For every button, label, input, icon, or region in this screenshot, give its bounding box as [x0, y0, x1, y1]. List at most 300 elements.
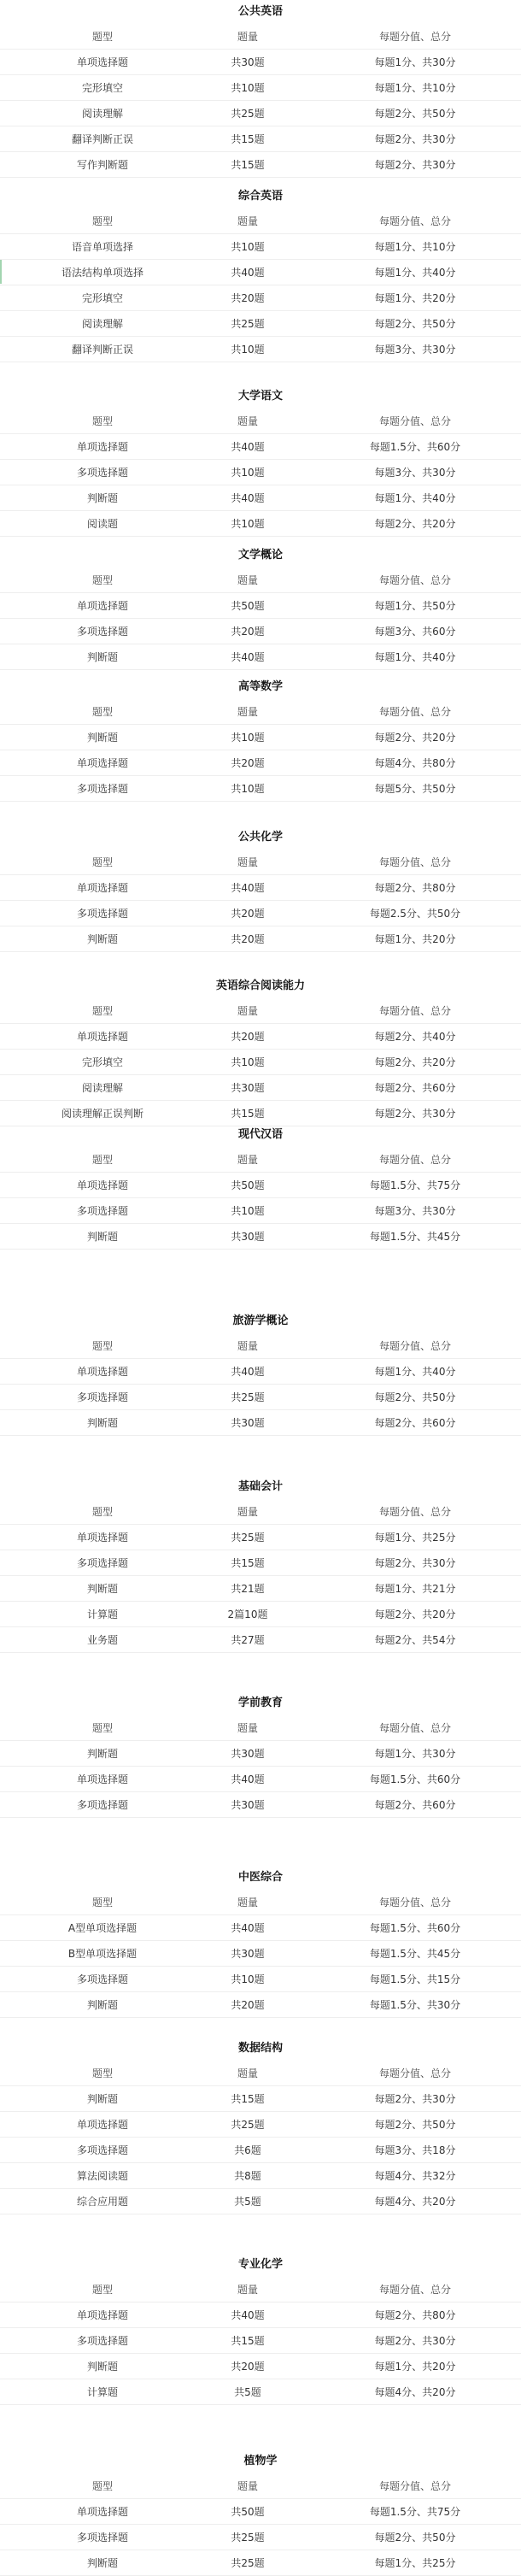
table-header-cell: 题量	[237, 2284, 258, 2296]
score-table	[0, 2061, 521, 2214]
table-cell: 每题2分、共50分	[374, 2119, 456, 2131]
table-cell: 多项选择题	[76, 626, 128, 638]
table-header-cell: 每题分值、总分	[378, 2067, 451, 2079]
table-header-row	[0, 1147, 521, 1173]
table-cell: 多项选择题	[76, 1557, 128, 1569]
table-cell: 共50题	[231, 600, 265, 612]
table-header-cell: 题型	[91, 1340, 113, 1352]
table-cell: 共20题	[231, 933, 265, 945]
table-cell: 每题3分、共18分	[374, 2144, 456, 2156]
score-table	[0, 209, 521, 362]
table-cell: B型单项选择题	[67, 1948, 138, 1960]
score-table	[0, 2473, 521, 2576]
table-header-cell: 题型	[91, 856, 113, 868]
table-cell: 共15题	[231, 159, 265, 171]
table-cell: 共20题	[231, 1999, 265, 2011]
table-header-cell: 题量	[237, 415, 258, 427]
section-title: 现代汉语	[237, 1128, 283, 1141]
section-title: 大学语文	[237, 390, 283, 403]
table-header-cell: 题量	[237, 1154, 258, 1166]
table-cell: 阅读理解	[81, 108, 123, 120]
table-cell: 判断题	[86, 1583, 118, 1595]
table-cell: 共25题	[231, 2557, 265, 2569]
table-cell: 每题1.5分、共60分	[369, 1922, 461, 1934]
table-cell: 单项选择题	[76, 1532, 128, 1544]
table-cell: 每题3分、共30分	[374, 1205, 456, 1217]
table-header-cell: 每题分值、总分	[378, 31, 451, 43]
table-cell: 阅读题	[86, 518, 118, 530]
table-row	[0, 1767, 521, 1792]
table-header-cell: 题量	[237, 2480, 258, 2492]
table-header-cell: 每题分值、总分	[378, 574, 451, 586]
table-row	[0, 485, 521, 511]
table-cell: 每题2分、共80分	[374, 2309, 456, 2321]
table-cell: 共15题	[231, 2093, 265, 2105]
table-cell: 完形填空	[81, 82, 123, 94]
score-table	[0, 1147, 521, 1250]
table-row	[0, 1741, 521, 1767]
table-cell: 每题2分、共60分	[374, 1799, 456, 1811]
table-cell: 共30题	[231, 1231, 265, 1243]
table-cell: 每题2分、共40分	[374, 1031, 456, 1043]
table-cell: 每题4分、共32分	[374, 2170, 456, 2182]
table-header-row	[0, 568, 521, 593]
table-cell: 每题2分、共30分	[374, 2093, 456, 2105]
table-cell: 阅读理解	[81, 318, 123, 330]
table-header-cell: 题型	[91, 2480, 113, 2492]
table-cell: 共25题	[231, 2532, 265, 2544]
table-cell: 每题1分、共40分	[374, 1366, 456, 1378]
table-cell: 每题1.5分、共45分	[369, 1948, 461, 1960]
section-title: 英语综合阅读能力	[215, 979, 305, 992]
table-row	[0, 1915, 521, 1941]
section-title: 学前教育	[237, 1697, 283, 1709]
table-cell: 判断题	[86, 1999, 118, 2011]
table-cell: 多项选择题	[76, 908, 128, 920]
table-row	[0, 2328, 521, 2354]
table-cell: 共40题	[231, 2309, 265, 2321]
table-cell: 单项选择题	[76, 2119, 128, 2131]
table-row	[0, 1101, 521, 1126]
table-cell: 每题1分、共21分	[374, 1583, 456, 1595]
table-cell: 语法结构单项选择	[61, 267, 143, 279]
table-header-cell: 每题分值、总分	[378, 1722, 451, 1734]
table-row	[0, 2354, 521, 2379]
table-row	[0, 619, 521, 644]
table-cell: 每题1.5分、共45分	[369, 1231, 461, 1243]
table-cell: 每题2分、共60分	[374, 1417, 456, 1429]
table-header-cell: 每题分值、总分	[378, 215, 451, 227]
table-header-cell: 题量	[237, 215, 258, 227]
section-title: 综合英语	[237, 190, 283, 203]
table-cell: 每题1.5分、共75分	[369, 2506, 461, 2518]
table-cell: 每题3分、共30分	[374, 467, 456, 479]
table-cell: 计算题	[86, 2386, 118, 2398]
table-cell: 共40题	[231, 882, 265, 894]
table-header-cell: 每题分值、总分	[378, 1154, 451, 1166]
table-row	[0, 1550, 521, 1576]
table-cell: 单项选择题	[76, 2309, 128, 2321]
table-row	[0, 1992, 521, 2018]
table-header-row	[0, 24, 521, 50]
table-row	[0, 1050, 521, 1075]
table-header-cell: 题型	[91, 31, 113, 43]
table-cell: 共25题	[231, 1532, 265, 1544]
table-cell: 每题2分、共30分	[374, 1108, 456, 1120]
table-cell: 共10题	[231, 783, 265, 795]
table-cell: 判断题	[86, 1417, 118, 1429]
table-cell: 共40题	[231, 441, 265, 453]
table-header-cell: 题量	[237, 2067, 258, 2079]
table-row	[0, 1359, 521, 1385]
table-cell: 多项选择题	[76, 2335, 128, 2347]
table-header-cell: 题型	[91, 1005, 113, 1017]
table-cell: 每题1分、共40分	[374, 492, 456, 504]
table-row	[0, 1410, 521, 1436]
table-header-cell: 题量	[237, 574, 258, 586]
table-cell: 每题2分、共30分	[374, 133, 456, 145]
table-header-cell: 每题分值、总分	[378, 1897, 451, 1908]
table-header-row	[0, 699, 521, 725]
table-cell: 多项选择题	[76, 1205, 128, 1217]
table-cell: 每题1分、共50分	[374, 600, 456, 612]
table-cell: 多项选择题	[76, 467, 128, 479]
table-header-cell: 每题分值、总分	[378, 856, 451, 868]
table-cell: 单项选择题	[76, 1773, 128, 1785]
table-row	[0, 101, 521, 126]
table-header-cell: 题量	[237, 1005, 258, 1017]
table-row	[0, 776, 521, 802]
table-row	[0, 2189, 521, 2214]
table-cell: 共15题	[231, 133, 265, 145]
table-cell: 每题2分、共50分	[374, 1391, 456, 1403]
table-header-cell: 每题分值、总分	[378, 415, 451, 427]
table-cell: 判断题	[86, 732, 118, 744]
section-title: 高等数学	[237, 680, 283, 693]
table-cell: 共10题	[231, 732, 265, 744]
table-cell: 判断题	[86, 2093, 118, 2105]
table-cell: 共10题	[231, 344, 265, 356]
table-row	[0, 1385, 521, 1410]
table-row	[0, 750, 521, 776]
table-cell: 单项选择题	[76, 1031, 128, 1043]
table-cell: 共30题	[231, 1082, 265, 1094]
table-row	[0, 2163, 521, 2189]
table-cell: 共10题	[231, 467, 265, 479]
table-cell: 共21题	[231, 1583, 265, 1595]
table-cell: 每题1分、共20分	[374, 933, 456, 945]
section-title: 公共英语	[237, 5, 283, 18]
table-row	[0, 875, 521, 901]
table-row	[0, 75, 521, 101]
table-cell: 共50题	[231, 1179, 265, 1191]
table-cell: 共15题	[231, 2335, 265, 2347]
table-cell: A型单项选择题	[67, 1922, 138, 1934]
table-cell: 判断题	[86, 2361, 118, 2373]
table-cell: 共20题	[231, 626, 265, 638]
table-cell: 每题1分、共30分	[374, 1748, 456, 1760]
table-header-cell: 每题分值、总分	[378, 1340, 451, 1352]
table-cell: 共25题	[231, 2119, 265, 2131]
table-cell: 每题2分、共50分	[374, 108, 456, 120]
score-table	[0, 409, 521, 537]
table-cell: 翻译判断正误	[71, 133, 133, 145]
table-cell: 每题1.5分、共60分	[369, 441, 461, 453]
table-cell: 翻译判断正误	[71, 344, 133, 356]
table-cell: 判断题	[86, 2557, 118, 2569]
table-row	[0, 2379, 521, 2405]
table-row	[0, 1525, 521, 1550]
table-cell: 共8题	[234, 2170, 261, 2182]
table-cell: 共30题	[231, 1948, 265, 1960]
table-row	[0, 2550, 521, 2576]
table-cell: 共15题	[231, 1557, 265, 1569]
table-cell: 判断题	[86, 1231, 118, 1243]
table-cell: 共40题	[231, 267, 265, 279]
table-cell: 单项选择题	[76, 1366, 128, 1378]
table-header-row	[0, 998, 521, 1024]
table-cell: 完形填空	[81, 1056, 123, 1068]
table-row	[0, 2138, 521, 2163]
table-row	[0, 1627, 521, 1653]
score-table	[0, 998, 521, 1126]
table-cell: 共20题	[231, 1031, 265, 1043]
table-cell: 每题2分、共54分	[374, 1634, 456, 1646]
table-cell: 每题1分、共25分	[374, 1532, 456, 1544]
table-cell: 共50题	[231, 2506, 265, 2518]
table-row	[0, 1075, 521, 1101]
table-cell: 每题3分、共60分	[374, 626, 456, 638]
table-header-cell: 题量	[237, 856, 258, 868]
table-cell: 多项选择题	[76, 2144, 128, 2156]
table-header-cell: 每题分值、总分	[378, 1005, 451, 1017]
table-cell: 算法阅读题	[76, 2170, 128, 2182]
table-row	[0, 725, 521, 750]
table-row	[0, 152, 521, 178]
table-cell: 每题2分、共30分	[374, 1557, 456, 1569]
table-row	[0, 50, 521, 75]
table-cell: 每题1分、共20分	[374, 2361, 456, 2373]
table-row	[0, 644, 521, 670]
table-cell: 共10题	[231, 82, 265, 94]
table-row	[0, 2499, 521, 2525]
table-cell: 共5题	[234, 2386, 261, 2398]
table-row	[0, 1792, 521, 1818]
table-header-cell: 题型	[91, 215, 113, 227]
table-cell: 每题2分、共50分	[374, 2532, 456, 2544]
table-cell: 每题1分、共30分	[374, 56, 456, 68]
table-header-row	[0, 2061, 521, 2086]
table-row	[0, 311, 521, 337]
table-cell: 判断题	[86, 1748, 118, 1760]
table-cell: 每题2分、共20分	[374, 1609, 456, 1620]
table-cell: 共20题	[231, 908, 265, 920]
table-cell: 每题1.5分、共75分	[369, 1179, 461, 1191]
table-cell: 单项选择题	[76, 2506, 128, 2518]
table-row	[0, 1173, 521, 1198]
score-table	[0, 850, 521, 952]
table-header-cell: 每题分值、总分	[378, 1506, 451, 1518]
table-cell: 共5题	[234, 2196, 261, 2208]
table-cell: 完形填空	[81, 292, 123, 304]
table-header-row	[0, 409, 521, 434]
table-cell: 每题2分、共20分	[374, 1056, 456, 1068]
table-cell: 每题1分、共40分	[374, 267, 456, 279]
table-row	[0, 1602, 521, 1627]
table-row	[0, 2112, 521, 2138]
table-row	[0, 1198, 521, 1224]
table-row	[0, 593, 521, 619]
table-cell: 共25题	[231, 318, 265, 330]
score-table	[0, 1499, 521, 1653]
table-cell: 每题1分、共20分	[374, 292, 456, 304]
table-cell: 每题5分、共50分	[374, 783, 456, 795]
table-row	[0, 511, 521, 537]
table-header-cell: 题量	[237, 1722, 258, 1734]
table-row	[0, 234, 521, 260]
table-header-cell: 题型	[91, 574, 113, 586]
table-cell: 2篇10题	[227, 1609, 268, 1620]
table-cell: 共27题	[231, 1634, 265, 1646]
table-cell: 每题4分、共20分	[374, 2386, 456, 2398]
table-header-cell: 题型	[91, 1154, 113, 1166]
table-row	[0, 2086, 521, 2112]
table-cell: 阅读理解正误判断	[61, 1108, 143, 1120]
table-cell: 共40题	[231, 492, 265, 504]
table-header-cell: 题型	[91, 706, 113, 718]
table-cell: 每题2分、共60分	[374, 1082, 456, 1094]
table-cell: 共30题	[231, 1748, 265, 1760]
table-cell: 共10题	[231, 1056, 265, 1068]
table-cell: 共20题	[231, 2361, 265, 2373]
section-title: 专业化学	[237, 2258, 283, 2271]
table-row	[0, 1967, 521, 1992]
table-cell: 共30题	[231, 1799, 265, 1811]
table-cell: 语音单项选择	[71, 241, 133, 253]
score-table	[0, 24, 521, 178]
section-title: 旅游学概论	[232, 1314, 289, 1327]
score-table	[0, 1890, 521, 2018]
section-title: 数据结构	[237, 2042, 283, 2055]
table-cell: 单项选择题	[76, 1179, 128, 1191]
table-cell: 共30题	[231, 1417, 265, 1429]
table-cell: 每题1分、共10分	[374, 241, 456, 253]
table-header-cell: 题型	[91, 1722, 113, 1734]
table-cell: 判断题	[86, 933, 118, 945]
table-cell: 多项选择题	[76, 1799, 128, 1811]
table-cell: 判断题	[86, 651, 118, 663]
table-header-row	[0, 1499, 521, 1525]
table-cell: 共20题	[231, 757, 265, 769]
table-cell: 单项选择题	[76, 882, 128, 894]
table-cell: 业务题	[86, 1634, 118, 1646]
table-header-cell: 题型	[91, 1897, 113, 1908]
section-title: 中医综合	[237, 1871, 283, 1884]
table-header-cell: 题量	[237, 1897, 258, 1908]
table-header-row	[0, 2277, 521, 2303]
table-cell: 每题2分、共20分	[374, 732, 456, 744]
table-cell: 单项选择题	[76, 441, 128, 453]
table-cell: 每题1.5分、共30分	[369, 1999, 461, 2011]
table-header-row	[0, 850, 521, 875]
table-header-cell: 题量	[237, 706, 258, 718]
table-cell: 单项选择题	[76, 757, 128, 769]
table-cell: 综合应用题	[76, 2196, 128, 2208]
table-cell: 单项选择题	[76, 600, 128, 612]
table-cell: 共10题	[231, 1205, 265, 1217]
table-header-row	[0, 1333, 521, 1359]
table-cell: 每题2.5分、共50分	[369, 908, 461, 920]
table-header-row	[0, 209, 521, 234]
table-header-cell: 题量	[237, 1506, 258, 1518]
table-cell: 每题2分、共20分	[374, 518, 456, 530]
table-header-row	[0, 2473, 521, 2499]
section-title: 植物学	[243, 2455, 278, 2467]
table-cell: 每题2分、共30分	[374, 2335, 456, 2347]
table-row	[0, 1224, 521, 1250]
table-cell: 共20题	[231, 292, 265, 304]
table-header-cell: 题型	[91, 2067, 113, 2079]
score-table	[0, 2277, 521, 2405]
table-cell: 每题2分、共80分	[374, 882, 456, 894]
table-cell: 多项选择题	[76, 1391, 128, 1403]
table-cell: 每题1.5分、共60分	[369, 1773, 461, 1785]
table-cell: 多项选择题	[76, 2532, 128, 2544]
table-cell: 计算题	[86, 1609, 118, 1620]
table-cell: 共6题	[234, 2144, 261, 2156]
table-row	[0, 901, 521, 926]
table-header-cell: 题量	[237, 31, 258, 43]
table-row	[0, 1941, 521, 1967]
table-cell: 多项选择题	[76, 783, 128, 795]
table-row	[0, 2303, 521, 2328]
table-row	[0, 337, 521, 362]
table-header-cell: 题型	[91, 2284, 113, 2296]
table-header-cell: 题型	[91, 415, 113, 427]
table-cell: 多项选择题	[76, 1973, 128, 1985]
table-cell: 共30题	[231, 56, 265, 68]
table-cell: 每题2分、共50分	[374, 318, 456, 330]
table-cell: 共10题	[231, 518, 265, 530]
section-title: 基础会计	[237, 1480, 283, 1493]
table-cell: 阅读理解	[81, 1082, 123, 1094]
table-row	[0, 926, 521, 952]
table-row	[0, 126, 521, 152]
table-row	[0, 434, 521, 460]
table-cell: 每题1分、共10分	[374, 82, 456, 94]
table-header-row	[0, 1890, 521, 1915]
table-cell: 每题1.5分、共15分	[369, 1973, 461, 1985]
table-row	[0, 285, 521, 311]
table-cell: 共40题	[231, 1922, 265, 1934]
section-title: 文学概论	[237, 549, 283, 562]
table-cell: 判断题	[86, 492, 118, 504]
table-cell: 每题4分、共80分	[374, 757, 456, 769]
table-row	[0, 460, 521, 485]
table-row	[0, 2525, 521, 2550]
score-table	[0, 699, 521, 802]
table-cell: 共15题	[231, 1108, 265, 1120]
table-cell: 单项选择题	[76, 56, 128, 68]
table-cell: 写作判断题	[76, 159, 128, 171]
table-cell: 共10题	[231, 241, 265, 253]
table-header-cell: 每题分值、总分	[378, 2284, 451, 2296]
table-cell: 每题1分、共25分	[374, 2557, 456, 2569]
table-cell: 共25题	[231, 108, 265, 120]
score-table	[0, 1333, 521, 1436]
table-header-cell: 题量	[237, 1340, 258, 1352]
table-cell: 共10题	[231, 1973, 265, 1985]
